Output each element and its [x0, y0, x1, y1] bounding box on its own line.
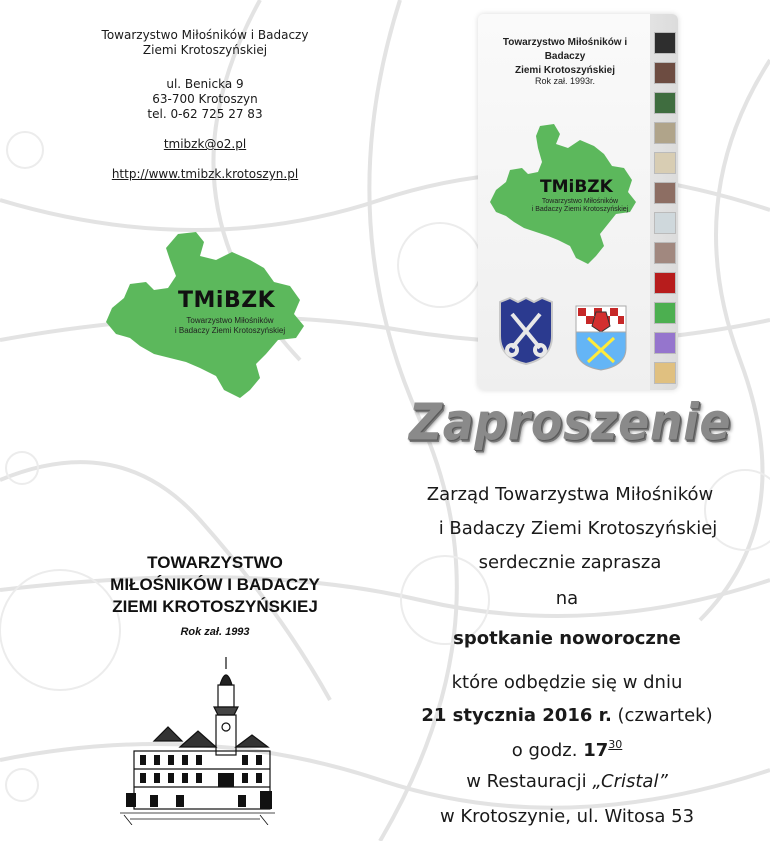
thumbnail	[654, 332, 676, 354]
thumbnail	[654, 152, 676, 174]
event-weekday: (czwartek)	[617, 705, 713, 726]
org-name-line1: Towarzystwo Miłośników i Badaczy	[101, 28, 309, 42]
invitation-line6: które odbędzie się w dniu	[451, 672, 683, 693]
thumbnail	[654, 182, 676, 204]
eagle-keys-crest-icon	[574, 302, 628, 372]
logo-subtitle	[170, 316, 290, 336]
poster-subtitle-line1: Towarzystwo Miłośników	[541, 198, 619, 205]
invitation-heading: Zaproszenie	[408, 392, 732, 452]
logo-brand: TMiBZK	[178, 288, 276, 313]
thumbnail	[654, 212, 676, 234]
invitation-line4: na	[555, 588, 579, 609]
emblem-line2: MIŁOŚNIKÓW I BADACZY	[110, 575, 320, 594]
poster-panel	[478, 14, 650, 390]
venue-line	[367, 771, 767, 792]
phone: tel. 0-62 725 27 83	[147, 107, 263, 121]
address	[60, 77, 350, 122]
org-name-line2: Ziemi Krotoszyńskiej	[142, 43, 268, 57]
email-link[interactable]: tmibzk@o2.pl	[163, 137, 247, 151]
emblem-line3: ZIEMI KROTOSZYŃSKIEJ	[112, 597, 318, 616]
poster-title-line1: Towarzystwo Miłośników i Badaczy	[502, 37, 628, 62]
poster-title	[482, 36, 648, 78]
invitation-line2: i Badaczy Ziemi Krotoszyńskiej	[438, 518, 718, 539]
town-hall-drawing-icon	[120, 655, 275, 825]
emblem-title	[60, 552, 370, 618]
thumbnail	[654, 362, 676, 384]
event-date: 21 stycznia 2016 r.	[421, 705, 612, 726]
venue-prefix: w Restauracji	[466, 771, 587, 792]
poster-brand: TMiBZK	[540, 177, 613, 197]
invitation-line3: serdecznie zaprasza	[478, 552, 662, 573]
thumbnail	[654, 62, 676, 84]
street: ul. Benicka 9	[166, 77, 244, 91]
thumbnail	[654, 272, 676, 294]
thumbnail	[654, 302, 676, 324]
poster-title-line2: Ziemi Krotoszyńskiej	[514, 65, 616, 76]
invitation-line1: Zarząd Towarzystwa Miłośników	[426, 484, 714, 505]
crossed-keys-crest-icon	[496, 296, 556, 366]
venue-name: „Cristal”	[592, 771, 668, 792]
tmibzk-map-logo	[100, 230, 310, 402]
book-thumbnail-strip	[652, 32, 676, 390]
website-link[interactable]: http://www.tmibzk.krotoszyn.pl	[111, 167, 299, 181]
thumbnail	[654, 32, 676, 54]
thumbnail	[654, 242, 676, 264]
poster-subtitle	[530, 198, 630, 214]
emblem-line1: TOWARZYSTWO	[147, 553, 283, 572]
event-date-line	[367, 705, 767, 726]
emblem-founded: Rok zał. 1993	[180, 626, 250, 638]
city: 63-700 Krotoszyn	[152, 92, 258, 106]
event-time-line	[367, 738, 767, 761]
time-prefix: o godz.	[511, 740, 578, 761]
thumbnail	[654, 92, 676, 114]
org-name	[60, 28, 350, 58]
time-minutes: 30	[608, 738, 623, 751]
poster-subtitle-line2: i Badaczy Ziemi Krotoszyńskiej	[531, 206, 629, 213]
logo-subtitle-line1: Towarzystwo Miłośników	[186, 316, 274, 325]
rollup-poster	[478, 14, 678, 390]
event-name: spotkanie noworoczne	[453, 628, 681, 649]
contact-block	[60, 28, 350, 182]
thumbnail	[654, 122, 676, 144]
logo-subtitle-line2: i Badaczy Ziemi Krotoszyńskiej	[174, 326, 286, 335]
poster-founded: Rok zał. 1993r.	[534, 76, 596, 86]
event-location: w Krotoszynie, ul. Witosa 53	[439, 806, 695, 827]
time-hour: 17	[583, 740, 609, 761]
